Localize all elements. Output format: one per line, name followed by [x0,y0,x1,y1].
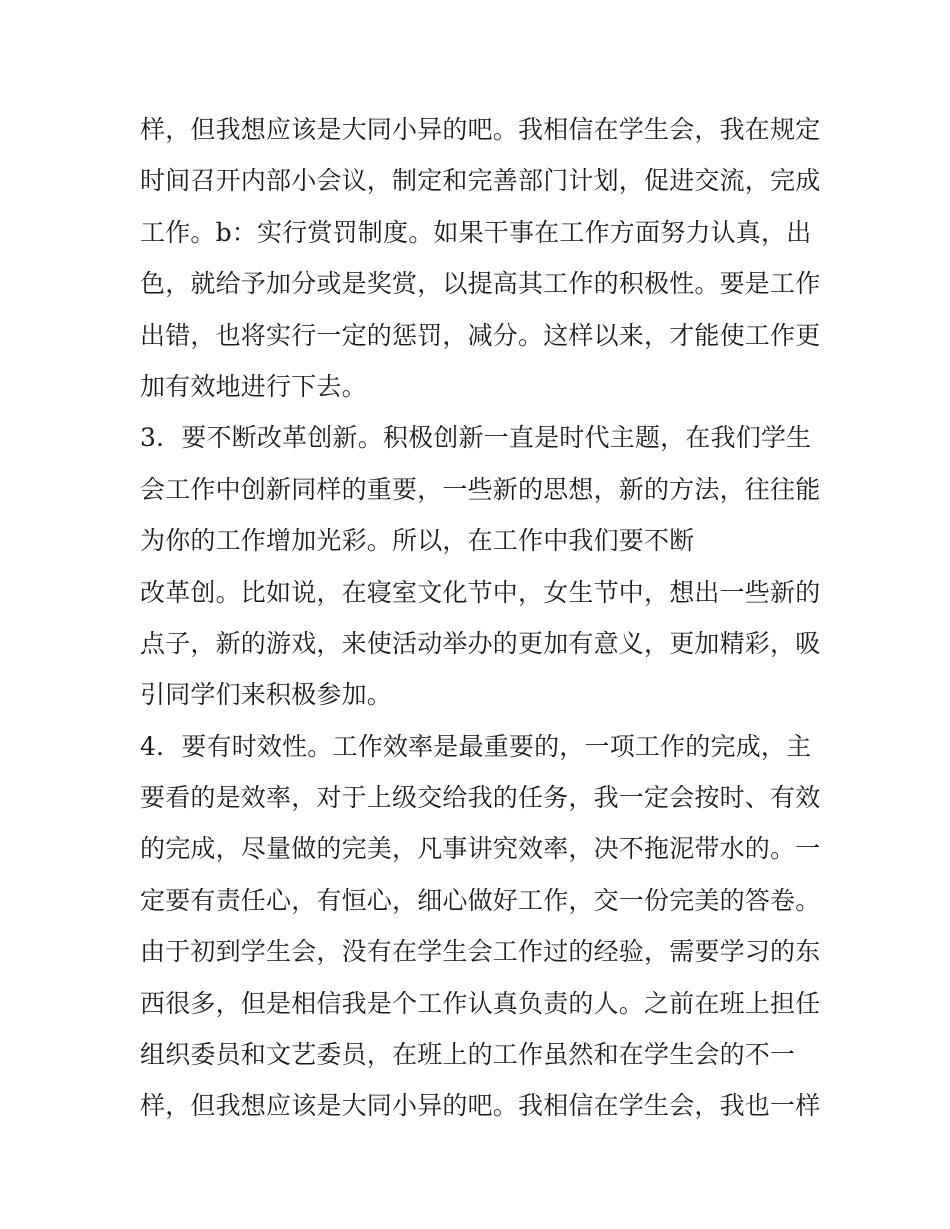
text-line: 由于初到学生会，没有在学生会工作过的经验，需要学习的东 [140,937,821,967]
text-line: 出错，也将实行一定的惩罚，减分。这样以来，才能使工作更 [140,320,821,350]
text-line: 为你的工作增加光彩。所以，在工作中我们要不断 [140,526,695,556]
text-line: 改革创。比如说，在寝室文化节中，女生节中，想出一些新的 [140,577,821,607]
text-line: 定要有责任心，有恒心，细心做好工作，交一份完美的答卷。 [140,885,821,915]
text-line: 组织委员和文艺委员，在班上的工作虽然和在学生会的不一 [140,1040,796,1070]
text-line: 加有效地进行下去。 [140,371,367,401]
text-line: 的完成，尽量做的完美，凡事讲究效率，决不拖泥带水的。一 [140,834,821,864]
text-line: 工作。b：实行赏罚制度。如果干事在工作方面努力认真，出 [140,217,812,247]
text-line: 西很多，但是相信我是个工作认真负责的人。之前在班上担任 [140,988,821,1018]
body-text [140,104,830,1132]
text-line: 要看的是效率，对于上级交给我的任务，我一定会按时、有效 [140,783,821,813]
text-line: 4．要有时效性。工作效率是最重要的，一项工作的完成，主 [140,731,812,761]
text-line: 引同学们来积极参加。 [140,680,393,710]
text-line: 样，但我想应该是大同小异的吧。我相信在学生会，我在规定 [140,115,821,144]
text-line: 3．要不断改革创新。积极创新一直是时代主题，在我们学生 [140,423,812,453]
text-line: 样，但我想应该是大同小异的吧。我相信在学生会，我也一样 [140,1091,821,1121]
text-line: 色，就给予加分或是奖赏，以提高其工作的积极性。要是工作 [140,269,821,299]
text-line: 点子，新的游戏，来使活动举办的更加有意义，更加精彩，吸 [140,628,821,658]
text-line: 会工作中创新同样的重要，一些新的思想，新的方法，往往能 [140,474,821,504]
text-line: 时间召开内部小会议，制定和完善部门计划，促进交流，完成 [140,166,821,196]
